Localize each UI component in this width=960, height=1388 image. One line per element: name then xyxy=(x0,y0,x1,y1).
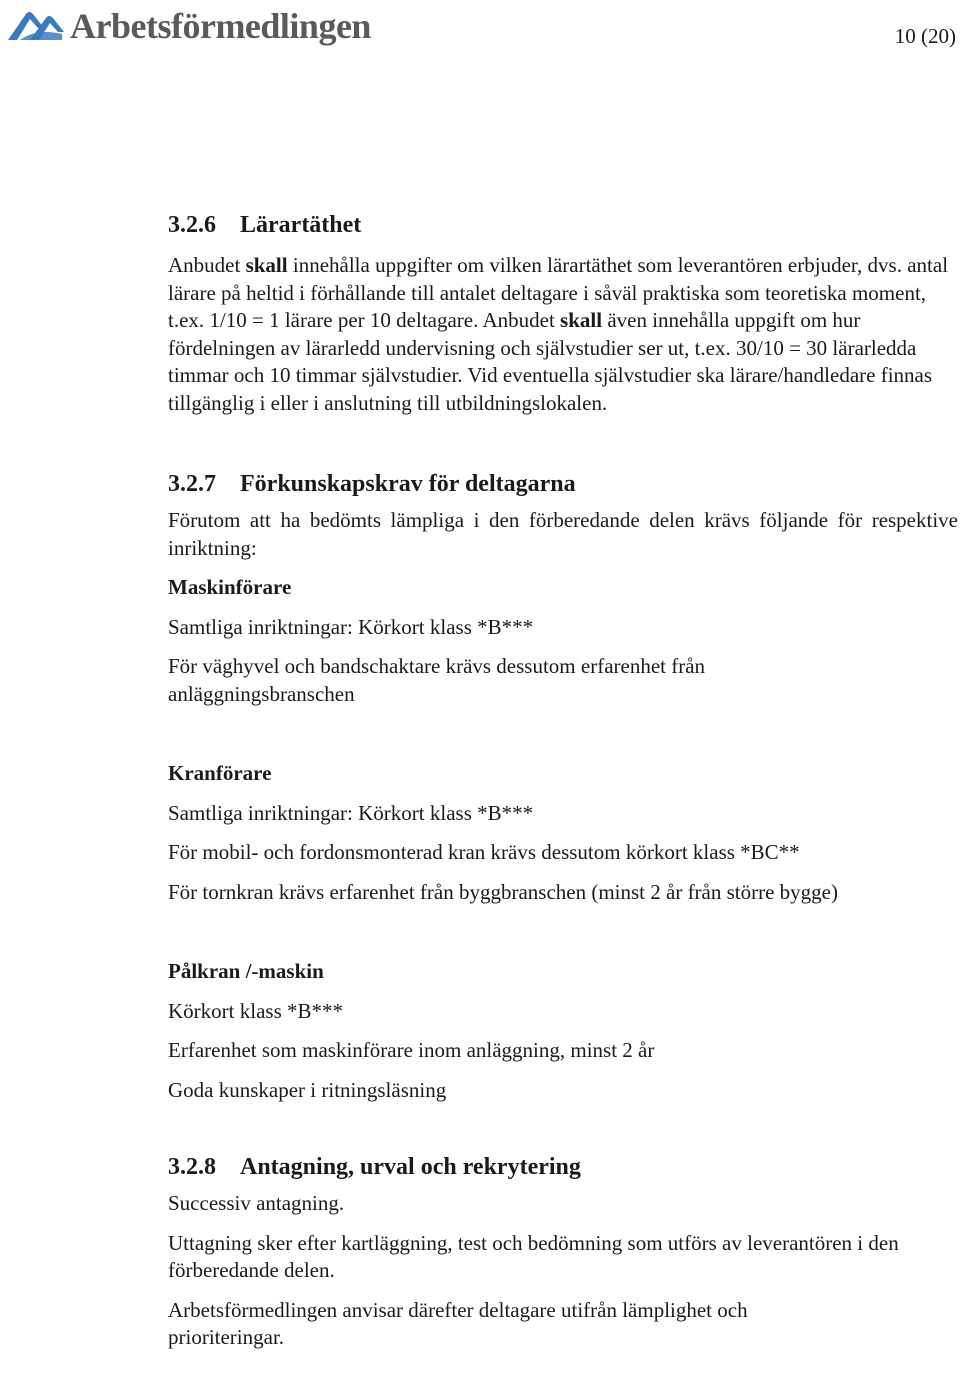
paragraph-maskin-line1: Samtliga inriktningar: Körkort klass *B*** xyxy=(168,614,534,639)
subheading-palkran: Pålkran /-maskin xyxy=(168,959,324,983)
section-number: 3.2.8 xyxy=(168,1154,216,1180)
paragraph-intro: Förutom att ha bedömts lämpliga i den förberedande delen krävs följande för respektive inriktning: xyxy=(168,508,958,560)
text-run: Anbudet xyxy=(168,253,246,277)
section-number: 3.2.6 xyxy=(168,212,216,238)
logo xyxy=(6,4,371,48)
paragraph-antagning-1: Successiv antagning. xyxy=(168,1191,345,1215)
paragraph-antagning-2: Uttagning sker efter kartläggning, test och bedömning som utförs av leverantören i den förberedande delen. xyxy=(168,1230,899,1282)
paragraph-kran-line3: För tornkran krävs erfarenhet från byggbranschen (minst 2 år från större bygge) xyxy=(168,879,839,904)
section-heading-3-2-7 xyxy=(168,467,958,501)
paragraph-palkran-line3: Goda kunskaper i ritningsläsning xyxy=(168,1077,447,1102)
arbetsformedlingen-logo-icon xyxy=(6,10,64,42)
bold-text-skall: skall xyxy=(245,253,288,277)
paragraph-lararthathet xyxy=(168,252,958,417)
section-heading-3-2-8 xyxy=(168,1150,958,1184)
bold-text-skall: skall xyxy=(560,308,603,332)
page-number: 10 (20) xyxy=(894,24,956,48)
paragraph-maskin-line2: För väghyvel och bandschaktare krävs dessutom erfarenhet från anläggningsbranschen xyxy=(168,654,706,706)
section-title: Antagning, urval och rekrytering xyxy=(240,1154,581,1180)
section-heading-3-2-6 xyxy=(168,208,958,242)
paragraph-antagning-3: Arbetsförmedlingen anvisar därefter deltagare utifrån lämplighet och prioriteringar. xyxy=(168,1297,748,1349)
paragraph-palkran-line2: Erfarenhet som maskinförare inom anläggning, minst 2 år xyxy=(168,1038,655,1062)
subheading-maskinforare: Maskinförare xyxy=(168,575,292,599)
section-title: Lärartäthet xyxy=(240,212,362,238)
section-number: 3.2.7 xyxy=(168,471,216,497)
section-title: Förkunskapskrav för deltagarna xyxy=(240,471,576,497)
paragraph-palkran-line1: Körkort klass *B*** xyxy=(168,998,343,1023)
subheading-kranforare: Kranförare xyxy=(168,761,272,785)
paragraph-kran-line2: För mobil- och fordonsmonterad kran krävs dessutom körkort klass *BC** xyxy=(168,840,800,864)
logo-text: Arbetsförmedlingen xyxy=(70,6,371,46)
text-run: även innehålla uppgift om hur fördelningen av lärarledd undervisning och självstudier ser ut, t.ex. 30/10 = 30 lärarledda timmar och 10 timmar självstudier. Vid eventuella självstudier ska lärare/handledare finnas tillgänglig i eller i anslutning till utbildningslokalen. xyxy=(168,308,933,415)
document-body xyxy=(168,208,958,1352)
paragraph-kran-line1: Samtliga inriktningar: Körkort klass *B*** xyxy=(168,800,534,825)
text-run: innehålla uppgifter om vilken lärartäthet som leverantören erbjuder, dvs. antal lärare på heltid i förhållande till antalet deltagare i såväl praktiska som teoretiska moment, t.ex. 1/10 = 1 lärare per 10 deltagare. Anbudet xyxy=(168,253,949,332)
